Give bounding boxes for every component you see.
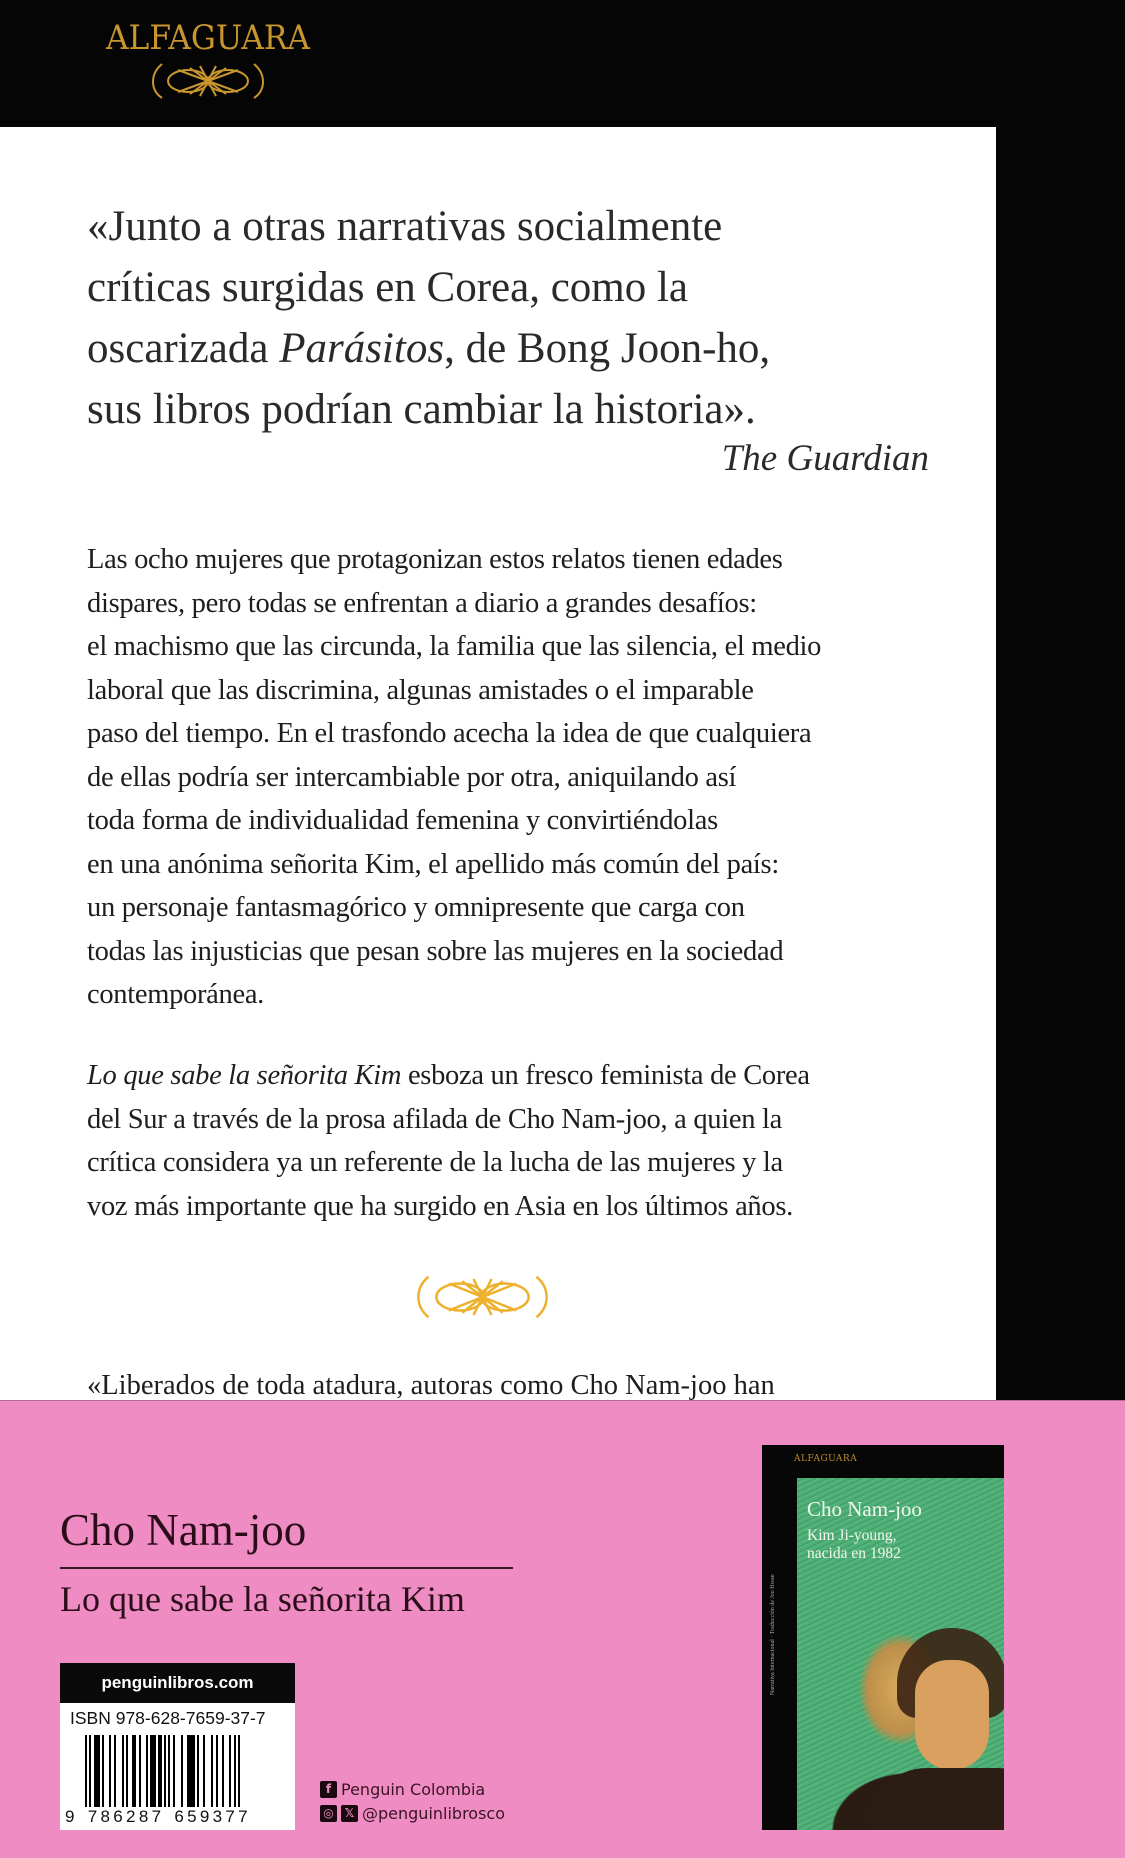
title-divider: [60, 1567, 513, 1569]
synopsis-line: un personaje fantasmagórico y omnipresente que carga con: [87, 892, 745, 923]
mini-title-line: nacida en 1982: [807, 1545, 901, 1562]
barcode-digit-group: 786287: [87, 1807, 165, 1826]
barcode-icon: [85, 1735, 285, 1807]
mini-cover-title: [807, 1527, 901, 1563]
ornament-knot-icon: [148, 60, 268, 102]
synopsis-line: [87, 1054, 947, 1098]
mini-publisher-logo: ALFAGUARA: [794, 1454, 858, 1464]
film-title: Parásitos: [279, 325, 445, 372]
portrait-face: [915, 1660, 989, 1770]
synopsis-line: laboral que las discrimina, algunas amistades o el imparable: [87, 674, 754, 706]
synopsis-line: todas las injusticias que pesan sobre las mujeres en la sociedad: [87, 935, 784, 967]
book-title-italic: Lo que sabe la señorita Kim: [87, 1060, 402, 1091]
social-handle: @penguinlibrosco: [362, 1803, 506, 1823]
second-quote-cut: «Liberados de toda atadura, autoras como Cho Nam-joo han: [87, 1370, 775, 1400]
website-label: penguinlibros.com: [60, 1663, 295, 1703]
quote-attribution: The Guardian: [721, 438, 929, 479]
author-name: Cho Nam-joo: [60, 1505, 307, 1555]
synopsis-line: crítica considera ya un referente de la lucha de las mujeres y la: [87, 1147, 783, 1178]
synopsis-line: voz más importante que ha surgido en Asia en los últimos años.: [87, 1190, 793, 1222]
facebook-row: [320, 1777, 505, 1801]
ornament-knot-icon: [415, 1272, 550, 1322]
isbn-number: ISBN 978-628-7659-37-7: [70, 1708, 266, 1728]
top-black-band: [0, 0, 1125, 127]
synopsis-line: Las ocho mujeres que protagonizan estos relatos tienen edades: [87, 544, 783, 575]
synopsis-line: el machismo que las circunda, la familia que las silencia, el medio: [87, 631, 822, 662]
quote-text: oscarizada: [87, 325, 280, 372]
quote-line: «Junto a otras narrativas socialmente: [87, 203, 723, 250]
publisher-logo: [86, 18, 330, 102]
synopsis-line: paso del tiempo. En el trasfondo acecha la idea de que cualquiera: [87, 718, 812, 749]
synopsis-line: en una anónima señorita Kim, el apellido más común del país:: [87, 848, 779, 880]
quote-line: sus libros podrían cambiar la historia».: [87, 386, 756, 433]
x-icon: 𝕏: [341, 1805, 358, 1822]
social-links: [320, 1777, 505, 1825]
synopsis-line: dispares, pero todas se enfrentan a diario a grandes desafíos:: [87, 587, 757, 619]
synopsis-line: de ellas podría ser intercambiable por otra, aniquilando así: [87, 761, 737, 793]
related-book-cover: [762, 1445, 1004, 1830]
barcode-digit-group: 659377: [174, 1807, 251, 1826]
press-quote: [87, 196, 967, 440]
synopsis-text: esboza un fresco feminista de Corea: [401, 1060, 810, 1091]
facebook-icon: f: [320, 1781, 337, 1798]
synopsis-paragraph-2: [87, 1054, 947, 1228]
synopsis-line: toda forma de individualidad femenina y convirtiéndolas: [87, 805, 718, 836]
instagram-x-row: [320, 1801, 505, 1825]
instagram-icon: ◎: [320, 1805, 337, 1822]
quote-line: [87, 318, 967, 379]
portrait-body: [867, 1768, 1004, 1830]
book-title: Lo que sabe la señorita Kim: [60, 1579, 465, 1619]
synopsis-paragraph-1: [87, 538, 947, 1017]
quote-text: , de Bong Joon-ho,: [444, 325, 771, 372]
right-black-strip: [996, 127, 1125, 1400]
barcode-digits: [64, 1807, 252, 1827]
mini-cover-author: Cho Nam-joo: [807, 1497, 922, 1521]
facebook-page: Penguin Colombia: [341, 1779, 486, 1799]
synopsis-line: del Sur a través de la prosa afilada de Cho Nam-joo, a quien la: [87, 1103, 782, 1135]
synopsis-line: contemporánea.: [87, 979, 265, 1010]
barcode-digit-group: 9: [65, 1807, 78, 1826]
mini-title-line: Kim Ji-young,: [807, 1527, 897, 1544]
isbn-barcode-box: [60, 1663, 295, 1830]
quote-line: críticas surgidas en Corea, como la: [87, 264, 689, 311]
mini-cover-spine-text: Narrativa Internacional · Traducción de Joo Hwan: [770, 1574, 776, 1695]
publisher-logo-text: ALFAGUARA: [105, 18, 311, 58]
